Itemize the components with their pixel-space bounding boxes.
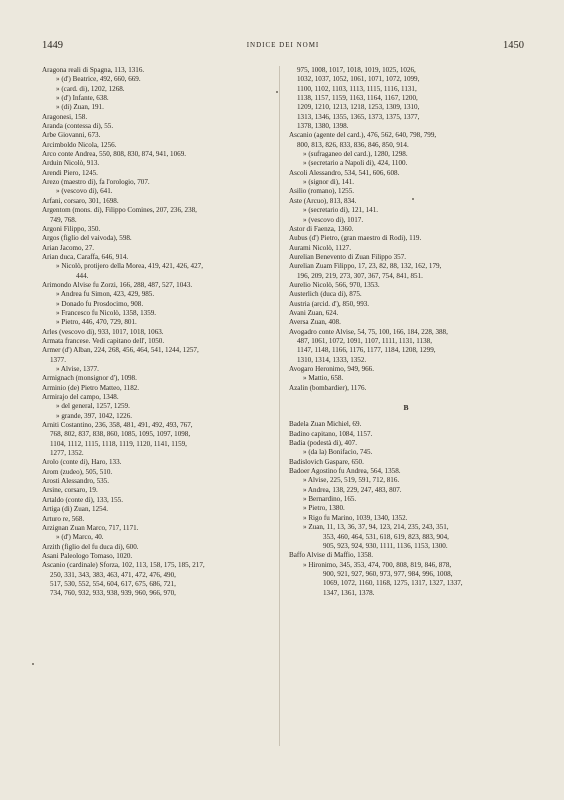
index-entry: Ascanio (cardinale) Sforza, 102, 113, 158, 175, 185, 217, [42, 561, 205, 570]
index-entry: Arturo re, 568. [42, 514, 85, 523]
index-entry: Arian duca, Caraffa, 646, 914. [42, 252, 129, 261]
index-entry-continuation: 734, 760, 932, 933, 938, 939, 960, 966, 970, [50, 589, 176, 598]
index-entry: Avani Zuan, 624. [289, 308, 339, 317]
index-entry-continuation: » Francesco fu Nicolò, 1358, 1359. [56, 308, 157, 317]
index-entry-continuation: » del general, 1257, 1259. [56, 402, 130, 411]
index-entry: Artaldo (conte di), 133, 155. [42, 495, 123, 504]
index-entry-continuation: 1147, 1148, 1166, 1176, 1177, 1184, 1208, 1299, [297, 346, 436, 355]
index-entry: Armirajo del campo, 1348. [42, 393, 119, 402]
index-entry-continuation: » (card. di), 1202, 1268. [56, 84, 125, 93]
index-entry-continuation: » Rigo fu Marino, 1039, 1340, 1352. [303, 513, 408, 522]
section-heading-b: B [403, 403, 409, 413]
index-entry: Argentom (mons. di), Filippo Comines, 207, 236, 238, [42, 206, 197, 215]
index-entry-continuation: » Alvise, 225, 519, 591, 712, 816. [303, 476, 400, 485]
index-entry-continuation: 353, 460, 464, 531, 618, 619, 823, 883, 904, [323, 532, 449, 541]
index-entry-continuation: » Hironimo, 345, 353, 474, 700, 808, 819, 846, 878, [303, 560, 452, 569]
index-entry-continuation: » Donado fu Prosdocimo, 908. [56, 299, 144, 308]
index-entry: Asilio (romano), 1255. [289, 187, 355, 196]
index-entry-continuation: » (vescovo di), 1017. [303, 215, 364, 224]
index-entry: Arzignan Zuan Marco, 717, 1171. [42, 523, 139, 532]
index-entry: Arimondo Alvise fu Zorzi, 166, 288, 487, 527, 1043. [42, 280, 193, 289]
page-number-left: 1449 [42, 40, 63, 51]
index-entry: Aragona reali di Spagna, 113, 1316. [42, 66, 145, 74]
index-entry: Ascoli Alessandro, 534, 541, 606, 608. [289, 168, 400, 177]
index-entry-continuation: 975, 1008, 1017, 1018, 1019, 1025, 1026, [297, 66, 416, 74]
index-entry: Arian Jacomo, 27. [42, 243, 95, 252]
index-entry-continuation: » (di) Zuan, 191. [56, 103, 104, 112]
index-entry: Aurelian Benevento di Zuan Filippo 357. [289, 252, 407, 261]
index-entry: Aurelian Zuam Filippo, 17, 23, 82, 88, 132, 162, 179, [289, 262, 442, 271]
index-entry: Arles (vescovo di), 933, 1017, 1018, 1063. [42, 327, 164, 336]
index-entry-continuation: 250, 331, 343, 383, 463, 471, 472, 476, 490, [50, 570, 176, 579]
index-entry: Armignach (monsignor d'), 1098. [42, 374, 137, 383]
index-entry-continuation: 444. [76, 271, 89, 280]
running-title: INDICE DEI NOMI [246, 41, 320, 49]
left-column [42, 66, 274, 599]
index-entry-continuation: 800, 813, 826, 833, 836, 846, 850, 914. [297, 140, 409, 149]
index-entry-continuation: 1277, 1352. [50, 449, 84, 458]
index-entry-continuation: 517, 530, 552, 554, 604, 617, 675, 686, 721, [50, 579, 176, 588]
index-entry: Badoer Agostino fu Andrea, 564, 1358. [289, 467, 401, 476]
index-entry-continuation: 1069, 1072, 1160, 1168, 1275, 1317, 1327, 1337, [323, 579, 463, 588]
index-entry-continuation: » Mattio, 658. [303, 374, 344, 383]
index-entry-continuation: 1310, 1314, 1333, 1352. [297, 355, 367, 364]
print-speck [412, 198, 414, 200]
index-entry: Badia (podestà di), 407. [289, 439, 357, 448]
index-entry-continuation: » Andrea fu Simon, 423, 429, 985. [56, 290, 155, 299]
index-entry-continuation: 196, 209, 219, 273, 307, 367, 754, 841, 851. [297, 271, 423, 280]
index-entry-continuation: » Pietro, 446, 470, 729, 801. [56, 318, 137, 327]
index-entry: Astor di Faenza, 1360. [289, 224, 354, 233]
index-entry: Badislovich Gaspare, 650. [289, 457, 364, 466]
index-entry: Arolo (conte di), Haro, 133. [42, 458, 122, 467]
print-speck [276, 91, 278, 93]
index-entry-continuation: 905, 923, 924, 930, 1111, 1136, 1153, 1300. [323, 541, 448, 550]
index-entry: Ascanio (agente del card.), 476, 562, 640, 798, 799, [289, 131, 437, 140]
index-entry: Badela Zuan Michiel, 69. [289, 420, 362, 429]
index-entry: Aubus (d') Pietro, (gran maestro di Rodi), 119. [289, 234, 422, 243]
right-column [289, 66, 523, 598]
index-entry: Aranda (contessa di), 55. [42, 122, 114, 131]
running-header [42, 40, 524, 54]
index-entry-continuation: 1377. [50, 355, 66, 364]
index-entry: Avogadro conte Alvise, 54, 75, 100, 166, 184, 228, 388, [289, 327, 448, 336]
index-entry: Aste (Arcuo), 813, 834. [289, 196, 357, 205]
index-entry: Arcimboldo Nicola, 1256. [42, 140, 117, 149]
index-entry: Arniti Costantino, 236, 358, 481, 491, 492, 493, 767, [42, 421, 193, 430]
index-entry: Arco conte Andrea, 550, 808, 830, 874, 941, 1069. [42, 150, 187, 159]
index-entry: Badino capitano, 1084, 1157. [289, 429, 373, 438]
index-entry-continuation: 1032, 1037, 1052, 1061, 1071, 1072, 1099, [297, 75, 420, 84]
index-entry-continuation: 1100, 1102, 1103, 1113, 1115, 1116, 1131, [297, 84, 417, 93]
index-entry: Avogaro Heronimo, 949, 966. [289, 365, 374, 373]
index-entry-continuation: » Zuan, 11, 13, 36, 37, 94, 123, 214, 235, 243, 351, [303, 523, 449, 532]
index-entry-continuation: 768, 802, 837, 838, 860, 1085, 1095, 1097, 1098, [50, 430, 191, 439]
index-entry: Armer (d') Alban, 224, 268, 456, 464, 541, 1244, 1257, [42, 346, 199, 355]
index-entry-continuation: 749, 768. [50, 215, 77, 224]
index-entry: Aversa Zuan, 408. [289, 318, 341, 327]
index-entry: Argos (figlio del vaivoda), 598. [42, 234, 132, 243]
index-entry: Armata francese. Vedi capitano dell', 1050. [42, 336, 165, 345]
index-entry: Arezo (maestro di), fa l'orologio, 707. [42, 178, 150, 187]
index-entry: Arfani, corsaro, 301, 1698. [42, 196, 119, 205]
print-speck [32, 663, 34, 665]
index-entry-continuation: 1138, 1157, 1159, 1163, 1164, 1167, 1200, [297, 94, 418, 103]
index-entry: Artiga (di) Zuan, 1254. [42, 505, 108, 514]
index-entry-continuation: » Bernardino, 165. [303, 495, 357, 504]
index-entry-continuation: » (vescovo di), 641. [56, 187, 113, 196]
index-entry: Arduin Nicolò, 913. [42, 159, 100, 168]
right-column-b-entries [289, 420, 523, 598]
index-entry-continuation: » (secretario di), 121, 141. [303, 206, 379, 215]
index-entry: Arbe Giovanni, 673. [42, 131, 101, 140]
index-entry-continuation: 900, 921, 927, 960, 973, 977, 984, 996, 1008, [323, 569, 453, 578]
index-entry-continuation: » Pietro, 1380. [303, 504, 345, 513]
index-entry: Asani Paleologo Tomaso, 1020. [42, 551, 133, 560]
index-entry-continuation: » (signor di), 141. [303, 178, 355, 187]
index-entry: Arsine, corsaro, 19. [42, 486, 98, 495]
index-entry-continuation: 1209, 1210, 1213, 1218, 1253, 1309, 1310, [297, 103, 420, 112]
index-entry: Austerlich (duca di), 875. [289, 290, 362, 299]
index-entry-continuation: » (da la) Bonifacio, 745. [303, 448, 373, 457]
index-entry: Argoni Filippo, 350. [42, 224, 101, 233]
index-entry-continuation: 1347, 1361, 1378. [323, 588, 375, 597]
right-column-a-entries [289, 66, 523, 393]
index-entry: Baffo Alvise di Maffio, 1358. [289, 551, 374, 560]
index-entry: Arzith (figlio del fu duca di), 600. [42, 542, 139, 551]
index-entry-continuation: » (d') Infante, 638. [56, 94, 109, 103]
index-entry: Arom (zudeo), 505, 510. [42, 467, 113, 476]
index-entry: Arminio (de) Pietro Matteo, 1182. [42, 383, 140, 392]
column-divider [279, 66, 280, 746]
index-entry: Austria (arcid. d'), 850, 993. [289, 299, 370, 308]
index-entry: Aragonesi, 158. [42, 112, 88, 121]
index-entry: Aurami Nicolò, 1127. [289, 243, 351, 252]
index-entry-continuation: » Nicolò, protijero della Morea, 419, 421, 426, 427, [56, 262, 203, 271]
index-entry-continuation: » Andrea, 138, 229, 247, 483, 807. [303, 485, 402, 494]
index-entry-continuation: » (sufraganeo del card.), 1280, 1298. [303, 150, 408, 159]
index-entry: Azalin (bombardier), 1176. [289, 383, 367, 392]
index-entry: Arendi Piero, 1245. [42, 168, 98, 177]
index-entry: Aurelio Nicolò, 566, 970, 1353. [289, 280, 380, 289]
index-entry-continuation: » grande, 397, 1042, 1226. [56, 411, 133, 420]
index-entry-continuation: » (d') Marco, 40. [56, 533, 104, 542]
index-entry-continuation: » Alvise, 1377. [56, 365, 99, 373]
page-number-right: 1450 [503, 40, 524, 51]
index-entry-continuation: » (d') Beatrice, 492, 660, 669. [56, 75, 141, 84]
index-entry-continuation: 1104, 1112, 1115, 1118, 1119, 1120, 1141, 1159, [50, 439, 187, 448]
index-entry-continuation: 1313, 1346, 1355, 1365, 1373, 1375, 1377, [297, 112, 420, 121]
index-entry-continuation: 1378, 1380, 1398. [297, 122, 349, 131]
index-entry-continuation: » (secretario a Napoli di), 424, 1100. [303, 159, 408, 168]
index-entry-continuation: 487, 1061, 1072, 1091, 1107, 1111, 1131, 1138, [297, 336, 432, 345]
index-entry: Arosti Alessandro, 535. [42, 477, 109, 486]
